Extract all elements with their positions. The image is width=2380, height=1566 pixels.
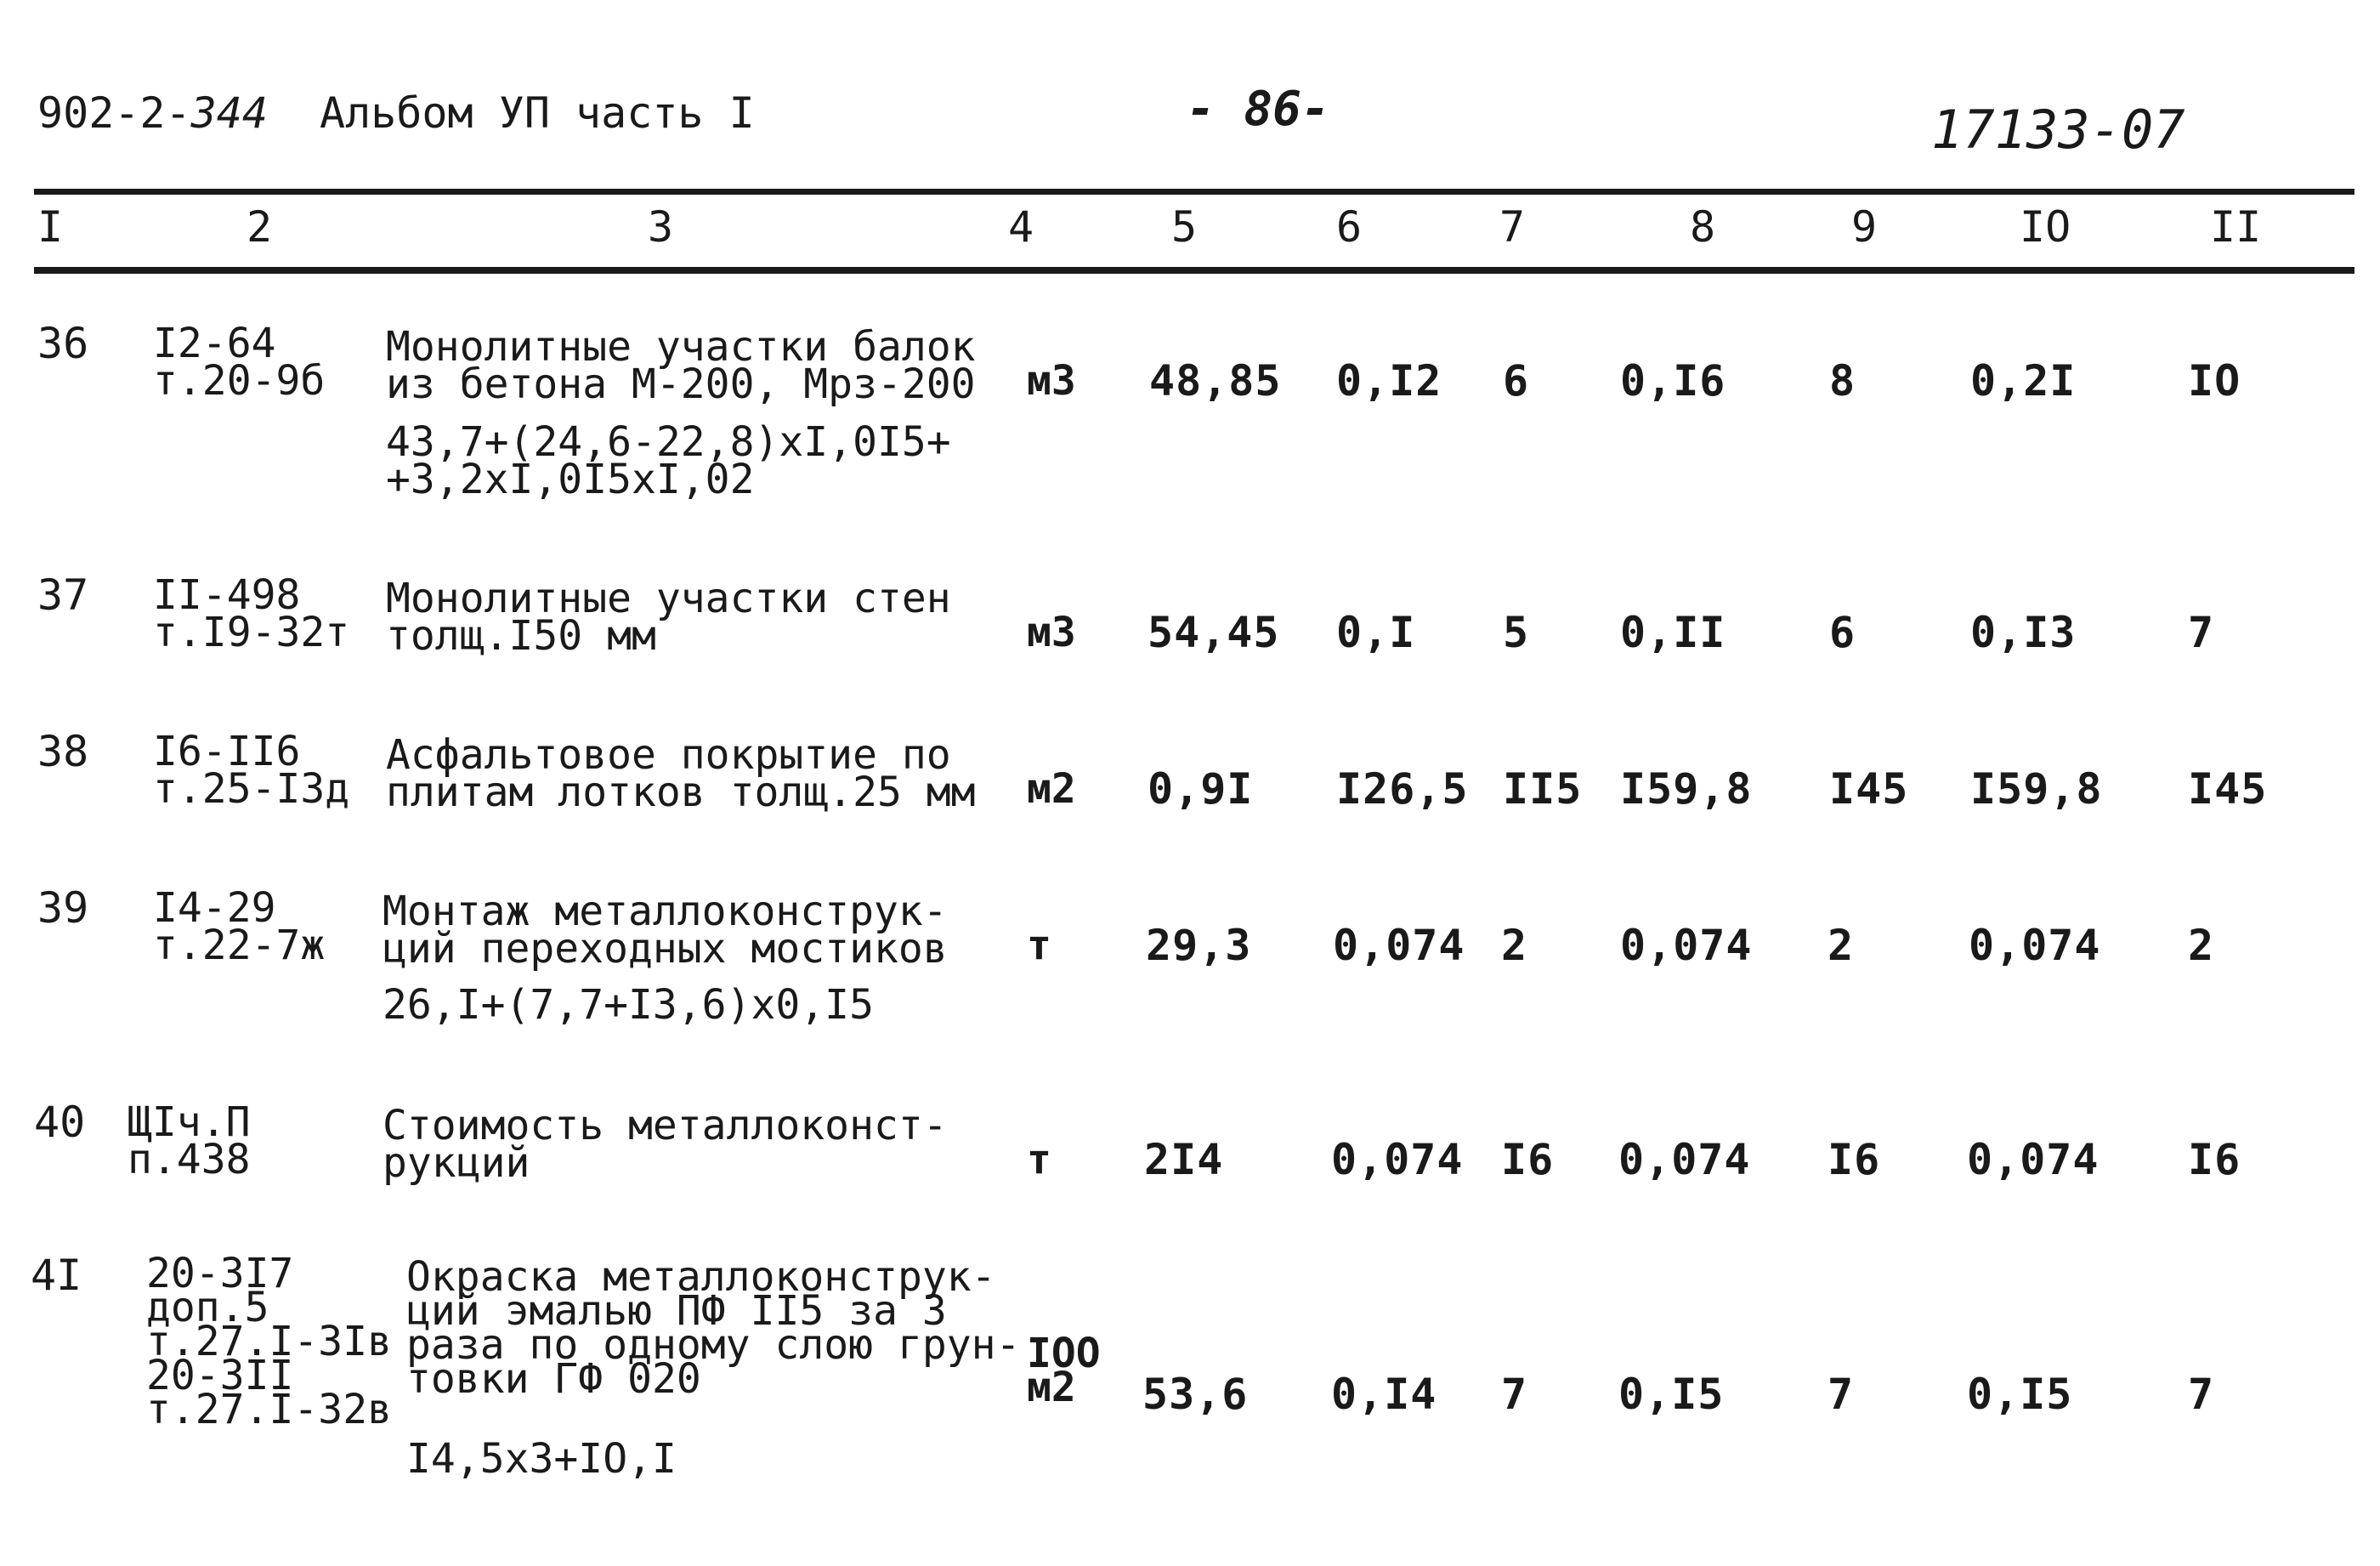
row-col5: 2I4 bbox=[1144, 1135, 1224, 1184]
row-number: 4I bbox=[31, 1251, 82, 1300]
row-description: Монолитные участки стен толщ.I50 мм bbox=[386, 575, 951, 660]
row-number: 39 bbox=[37, 883, 89, 933]
row-col11: IO bbox=[2188, 356, 2241, 406]
row-col6: 0,074 bbox=[1331, 1135, 1464, 1184]
document-code-suffix: 344 bbox=[190, 88, 268, 138]
row-code: II-498 т.I9-32т bbox=[153, 571, 350, 656]
row-col7: 6 bbox=[1503, 356, 1530, 406]
row-col11: 2 bbox=[2188, 921, 2215, 970]
row-col6: 0,074 bbox=[1333, 921, 1465, 970]
row-col6: 0,I4 bbox=[1331, 1370, 1437, 1419]
row-col10: 0,I3 bbox=[1970, 608, 2077, 657]
column-header-4: 4 bbox=[1008, 202, 1034, 252]
row-col7: 7 bbox=[1501, 1370, 1528, 1419]
column-header-1: I bbox=[37, 202, 64, 252]
column-header-8: 8 bbox=[1690, 202, 1716, 252]
row-description: Окраска металлоконструк- ций эмалью ПФ II5 за 3 раза по одному слою грун- товки ГФ 020 bbox=[406, 1253, 1021, 1403]
column-header-9: 9 bbox=[1851, 202, 1878, 252]
header-bottom-rule bbox=[34, 267, 2354, 274]
row-col10: 0,074 bbox=[1969, 921, 2101, 970]
row-col10: 0,074 bbox=[1967, 1135, 2100, 1184]
row-col5: 54,45 bbox=[1148, 608, 1280, 657]
row-col5: 0,9I bbox=[1148, 764, 1254, 814]
row-formula: 26,I+(7,7+I3,6)x0,I5 bbox=[382, 981, 874, 1029]
row-col10: I59,8 bbox=[1970, 764, 2103, 814]
row-number: 38 bbox=[37, 727, 89, 776]
column-header-6: 6 bbox=[1336, 202, 1363, 252]
row-col9: 8 bbox=[1829, 356, 1856, 406]
row-unit: IOO м2 bbox=[1027, 1330, 1101, 1411]
row-unit: м3 bbox=[1027, 357, 1076, 405]
row-code: I2-64 т.20-9б bbox=[153, 320, 326, 405]
row-col8: 0,II bbox=[1620, 608, 1726, 657]
document-code-prefix: 902-2- bbox=[37, 88, 191, 138]
row-col11: I45 bbox=[2188, 764, 2268, 814]
row-number: 36 bbox=[37, 319, 89, 368]
row-col9: 7 bbox=[1828, 1370, 1855, 1419]
row-description: Асфальтовое покрытие по плитам лотков толщ.25 мм bbox=[386, 731, 976, 816]
row-col5: 29,3 bbox=[1146, 921, 1252, 970]
row-col11: 7 bbox=[2188, 608, 2215, 657]
row-formula: 43,7+(24,6-22,8)xI,0I5+ +3,2xI,0I5xI,02 bbox=[386, 418, 951, 503]
row-description: Монолитные участки балок из бетона М-200, Мрз-200 bbox=[386, 323, 976, 408]
row-formula: I4,5x3+IO,I bbox=[406, 1435, 677, 1483]
row-unit: м3 bbox=[1027, 609, 1076, 656]
row-col11: 7 bbox=[2188, 1370, 2215, 1419]
row-col8: 0,074 bbox=[1620, 921, 1753, 970]
row-code: ЩIч.П п.438 bbox=[128, 1098, 251, 1183]
row-unit: т bbox=[1027, 922, 1051, 969]
row-col10: 0,I5 bbox=[1967, 1370, 2073, 1419]
column-header-5: 5 bbox=[1171, 202, 1198, 252]
document-number: 17133-07 bbox=[1931, 99, 2185, 161]
row-col7: II5 bbox=[1503, 764, 1583, 814]
row-col9: 6 bbox=[1829, 608, 1856, 657]
row-number: 40 bbox=[34, 1098, 86, 1147]
row-col7: I6 bbox=[1501, 1135, 1555, 1184]
row-col6: I26,5 bbox=[1336, 764, 1469, 814]
row-col8: 0,I5 bbox=[1618, 1370, 1725, 1419]
row-col5: 48,85 bbox=[1149, 356, 1282, 406]
row-col8: 0,I6 bbox=[1620, 356, 1726, 406]
header-top-rule bbox=[34, 189, 2354, 195]
row-col9: I6 bbox=[1828, 1135, 1881, 1184]
row-code: 20-3I7 доп.5 т.27.I-3Iв 20-3II т.27.I-32в bbox=[146, 1250, 392, 1433]
row-code: I6-II6 т.25-I3д bbox=[153, 728, 350, 813]
column-header-10: IO bbox=[2020, 202, 2071, 252]
row-col7: 2 bbox=[1501, 921, 1528, 970]
row-number: 37 bbox=[37, 570, 89, 620]
row-code: I4-29 т.22-7ж bbox=[153, 884, 326, 969]
row-col6: 0,I2 bbox=[1336, 356, 1442, 406]
row-col11: I6 bbox=[2188, 1135, 2241, 1184]
row-col7: 5 bbox=[1503, 608, 1530, 657]
column-header-11: II bbox=[2210, 202, 2262, 252]
row-col8: I59,8 bbox=[1620, 764, 1753, 814]
row-col9: I45 bbox=[1829, 764, 1909, 814]
row-col6: 0,I bbox=[1336, 608, 1416, 657]
row-col9: 2 bbox=[1828, 921, 1855, 970]
document-code bbox=[37, 88, 268, 138]
column-header-7: 7 bbox=[1499, 202, 1526, 252]
page-number: - 86- bbox=[1187, 82, 1330, 137]
column-header-2: 2 bbox=[246, 202, 273, 252]
row-col5: 53,6 bbox=[1142, 1370, 1249, 1419]
row-description: Монтаж металлоконструк- ций переходных мостиков bbox=[382, 888, 948, 973]
row-unit: м2 bbox=[1027, 765, 1076, 813]
row-col8: 0,074 bbox=[1618, 1135, 1751, 1184]
row-unit: т bbox=[1027, 1136, 1051, 1183]
album-title: Альбом УП часть I bbox=[320, 88, 755, 138]
row-col10: 0,2I bbox=[1970, 356, 2077, 406]
row-description: Стоимость металлоконст- рукций bbox=[382, 1102, 948, 1187]
column-header-3: 3 bbox=[648, 202, 674, 252]
